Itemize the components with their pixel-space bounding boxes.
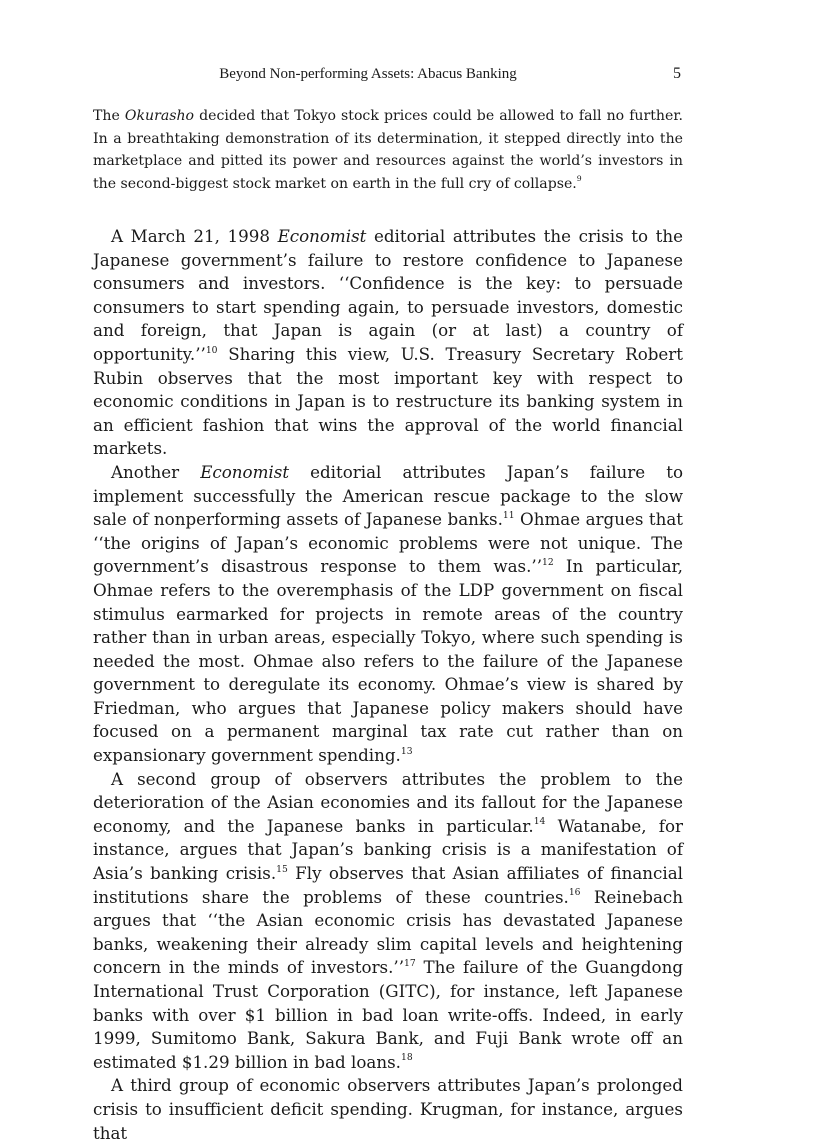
running-title: Beyond Non-performing Assets: Abacus Banking <box>219 66 517 82</box>
footnote-marker: 13 <box>400 745 413 757</box>
text-run: Another <box>111 461 201 482</box>
text-run: A March 21, 1998 <box>111 226 278 246</box>
body-text <box>93 225 683 1145</box>
footnote-marker: 15 <box>276 863 288 875</box>
footnote-marker: 16 <box>568 887 581 899</box>
footnote-marker: 10 <box>205 344 218 356</box>
text-run: decided that Tokyo stock prices could be allowed to fall no further. In a breathtaking demonstration of its determination, it stepped directly into the marketplace and pitted its power and resources against the world’s investors in the second-biggest stock market on earth in the full cry of collapse. <box>93 108 683 192</box>
paragraph-3 <box>93 768 683 1075</box>
italic-term: Economist <box>200 461 290 482</box>
running-head <box>93 64 683 84</box>
paragraph-4 <box>93 1074 683 1145</box>
paragraph-2 <box>93 461 683 768</box>
text-run: The <box>93 108 125 124</box>
text-run: A second group of observers attributes the problem to the deterioration of the Asian economies and its fallout for the Japanese economy, and the Japanese banks in particular. <box>93 768 683 836</box>
text-run: Reinebach argues that ‘‘the Asian economic crisis has devastated Japanese banks, weakening their already slim capital levels and heightening concern in the minds of investors.’’ <box>93 886 683 978</box>
text-run: Sharing this view, U.S. Treasury Secretary Robert Rubin observes that the most important key with respect to economic conditions in Japan is to restructure its banking system in an efficient fashion that wins the approval of the world financial markets. <box>93 343 683 459</box>
text-run: A third group of economic observers attributes Japan’s prolonged crisis to insufficient deficit spending. Krugman, for instance, argues that <box>93 1075 683 1143</box>
footnote-marker: 11 <box>502 509 515 521</box>
text-run: Ohmae argues that ‘‘the origins of Japan’s economic problems were not unique. The government’s disastrous response to them was.’’ <box>93 509 683 577</box>
italic-term: Okurasho <box>124 108 195 124</box>
footnote-marker: 12 <box>542 556 554 568</box>
text-run: editorial attributes the crisis to the Japanese government’s failure to restore confidence to Japanese consumers and investors. ‘‘Confidence is the key: to persuade consumers to start spending again, to persuade investors, domestic and foreign, that Japan is again (or at last) a country of opportunity.’’ <box>93 226 683 364</box>
footnote-marker: 9 <box>576 174 582 184</box>
text-run: Fly observes that Asian affiliates of financial institutions share the problems of these countries. <box>93 863 683 907</box>
footnote-marker: 18 <box>401 1052 413 1064</box>
text-run: The failure of the Guangdong International Trust Corporation (GITC), for instance, left Japanese banks with over $1 billion in bad loan write-offs. Indeed, in early 1999, Sumitomo Bank, Sakura Bank, and Fuji Bank wrote off an estimated $1.29 billion in bad loans. <box>93 957 684 1072</box>
paragraph-1 <box>93 225 683 461</box>
block-quote-paragraph <box>93 105 683 195</box>
footnote-marker: 14 <box>533 816 546 828</box>
text-run: editorial attributes Japan’s failure to implement successfully the American rescue package to the slow sale of nonperforming assets of Japanese banks. <box>93 461 683 530</box>
text-run: Watanabe, for instance, argues that Japan’s banking crisis is a manifestation of Asia’s banking crisis. <box>93 815 683 884</box>
italic-term: Economist <box>277 226 367 246</box>
footnote-marker: 17 <box>404 957 416 969</box>
text-run: In particular, Ohmae refers to the overemphasis of the LDP government on fiscal stimulus earmarked for projects in remote areas of the country rather than in urban areas, especially Tokyo, where such spending is needed the most. Ohmae also refers to the failure of the Japanese government to deregulate its economy. Ohmae’s view is shared by Friedman, who argues that Japanese policy makers should have focused on a permanent marginal tax rate cut rather than on expansionary government spending. <box>93 556 683 766</box>
block-quote <box>93 105 683 195</box>
page-number: 5 <box>673 65 681 82</box>
